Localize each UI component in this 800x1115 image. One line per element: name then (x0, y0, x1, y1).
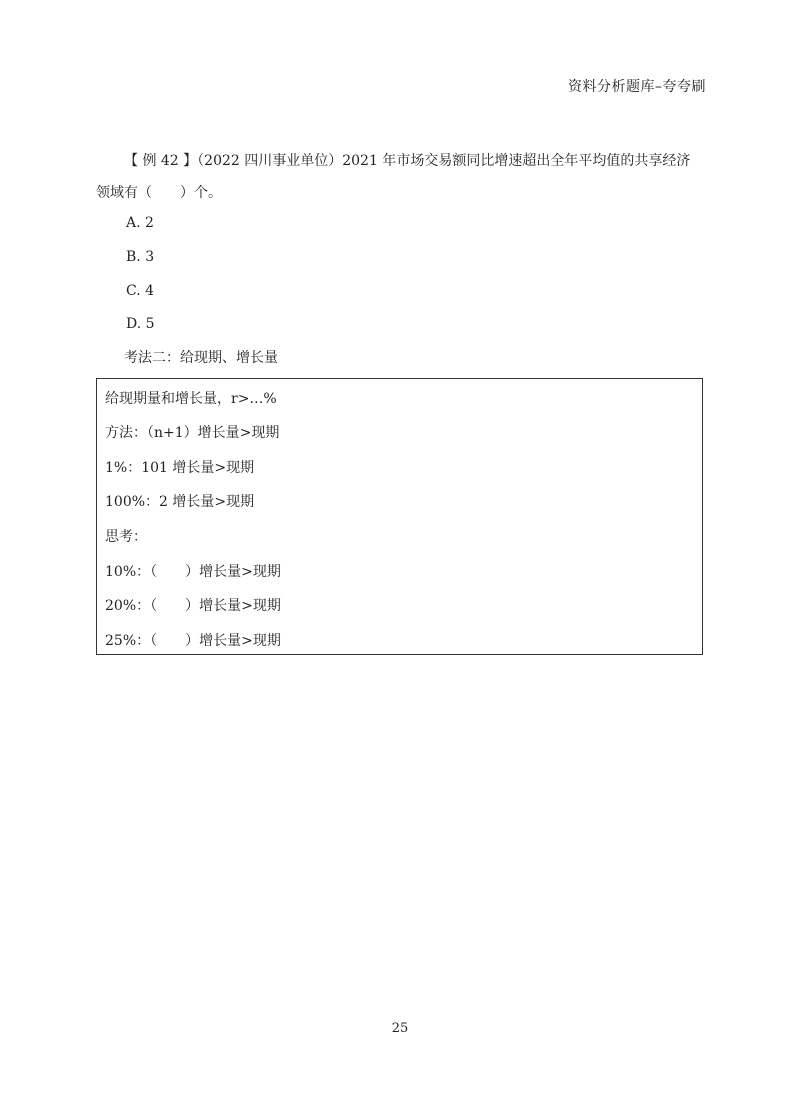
question-stem-line2: 领域有（ ）个。 (96, 185, 222, 201)
page-number: 25 (391, 1021, 409, 1036)
box-line-100-percent: 100%：2 增长量>现期 (105, 494, 255, 510)
method-heading: 考法二：给现期、增长量 (124, 350, 278, 366)
box-line-25-percent: 25%：（ ）增长量>现期 (105, 633, 281, 649)
box-line-20-percent: 20%：（ ）增长量>现期 (105, 598, 281, 614)
box-line-given: 给现期量和增长量，r>…% (105, 391, 277, 407)
question-stem-line1: 【 例 42 】（2022 四川事业单位）2021 年市场交易额同比增速超出全年平均值的共享经济 (124, 153, 691, 169)
box-line-10-percent: 10%：（ ）增长量>现期 (105, 564, 281, 580)
box-line-think: 思考： (105, 529, 147, 545)
page-header: 资料分析题库–夸夸刷 (568, 79, 706, 95)
box-line-method: 方法：（n+1）增长量>现期 (105, 425, 280, 441)
option-c: C. 4 (126, 283, 155, 299)
option-b: B. 3 (126, 249, 155, 265)
question-block (96, 146, 706, 208)
box-line-1-percent: 1%：101 增长量>现期 (105, 460, 255, 476)
option-a: A. 2 (126, 215, 154, 231)
option-d: D. 5 (126, 316, 155, 332)
method-box (96, 378, 703, 655)
